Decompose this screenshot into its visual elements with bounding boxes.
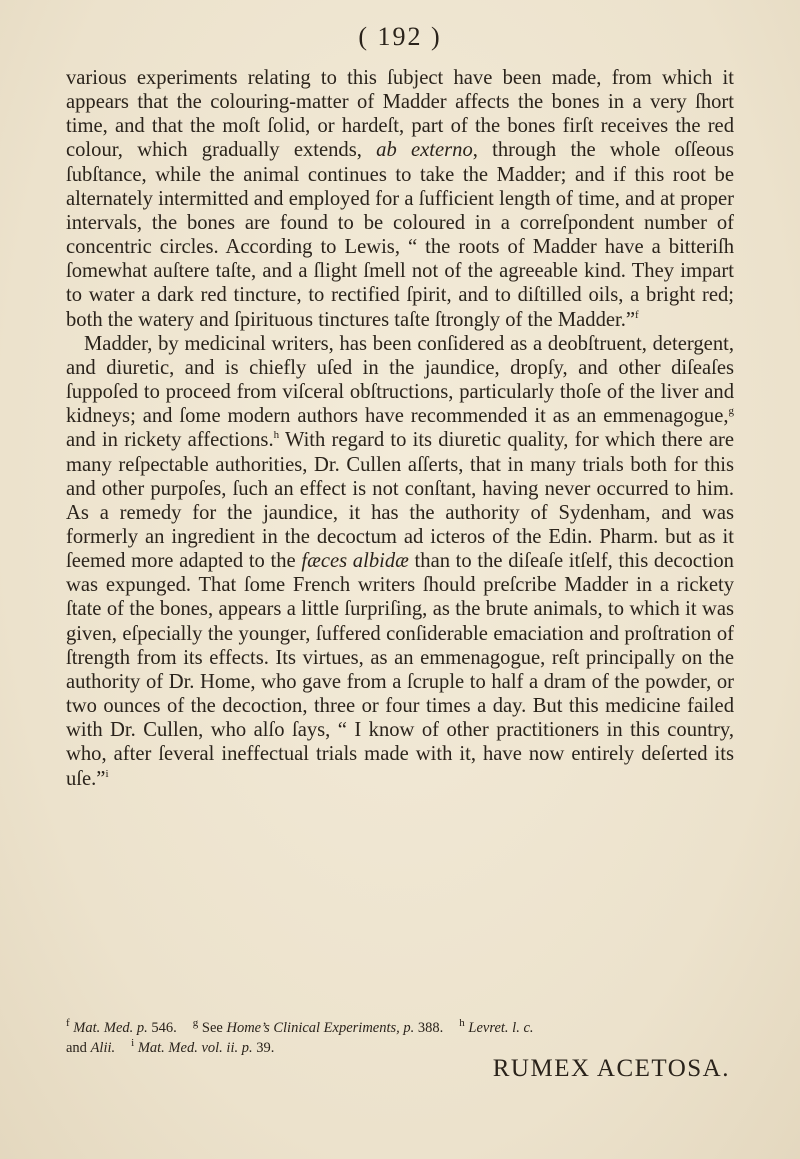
footnote-marker: f [66,1017,70,1030]
page-number: ( 192 ) [358,22,442,51]
paragraph [66,332,734,791]
footnote-marker: g [728,405,734,418]
main-text [66,66,734,791]
text-run: and in rickety affections. [66,429,274,452]
footnote-marker: h [273,429,280,442]
italic-text: Alii. [90,1040,116,1056]
footnote-marker: f [635,308,639,321]
italic-text: Home’s Clinical Experiments, p. [226,1020,415,1036]
text-run: Madder, by medicinal writers, has been conſidered as a deobſtruent, detergent, and diuretic, and is chiefly uſed in the jaundice, dropſy, and other diſeaſes ſuppoſed to proceed from viſceral obſtructions, particularly thoſe of the liver and kidneys; and ſome modern authors have recommended it as an emmenagogue, [66,332,734,428]
text-run: 39. [252,1040,275,1056]
text-run: 388. [414,1020,444,1036]
paragraph [66,66,734,332]
italic-text: Mat. Med. p. [69,1020,148,1036]
italic-text: fæces albidæ [301,550,409,573]
catchword: RUMEX ACETOSA. [492,1055,730,1082]
footnote-marker: i [131,1037,135,1050]
footnote-marker: g [192,1017,199,1030]
italic-text: Mat. Med. vol. ii. p. [134,1040,253,1056]
italic-text: Levret. l. c. [464,1020,534,1036]
text-run: With regard to its diuretic quality, for which there are many reſpectable authorities, Dr. Cullen aſſerts, that in many trials both for this and other purpoſes, ſuch an effect is not conſtant, having never occurred to him. As a remedy for the jaundice, it has the authority of Sydenham, and was formerly an ingredient in the decoctum ad icteros of the Edin. Pharm. but as it ſeemed more adapted to the [66,429,734,573]
footnotes [66,1018,734,1058]
text-run: See [198,1020,227,1036]
footnote-marker: i [105,767,109,780]
italic-text: ab externo [376,139,473,162]
text-run: and [66,1040,91,1056]
text-run: 546. [147,1020,177,1036]
footnote-marker: h [459,1017,465,1030]
text-run: various experiments relating to this ſubject have been made, from which it appears that the colouring-matter of Madder affects the bones in a very ſhort time, and that the moſt ſolid, or hardeſt, part of the bones firſt receives the red colour, which gradually extends, [66,67,734,162]
footnote-line [66,1018,734,1038]
text-run: , through the whole oſſeous ſubſtance, while the animal continues to take the Madder; and if this root be alternately intermitted and employed for a ſufficient length of time, and at proper intervals, the bones are found to be coloured in a correſpondent number of concentric circles. According to Lewis, “ the roots of Madder have a bitteriſh ſomewhat auſtere taſte, and a ſlight ſmell not of the agreeable kind. They impart to water a dark red tincture, to rectified ſpirit, and to diſtilled oils, a bright red; both the watery and ſpirituous tinctures taſte ſtrongly of the Madder.” [66,139,734,331]
text-run: than to the diſeaſe itſelf, this decoction was expunged. That ſome French writers ſhould preſcribe Madder in a rickety ſtate of the bones, appears a little ſurpriſing, as the brute animals, to which it was given, eſpecially the younger, ſuffered conſiderable emaciation and proſtration of ſtrength from its effects. Its virtues, as an emmenagogue, reſt principally on the authority of Dr. Home, who gave from a ſcruple to half a dram of the powder, or two ounces of the decoction, three or four times a day. But this medicine failed with Dr. Cullen, who alſo ſays, “ I know of other practitioners in this country, who, after ſeveral ineffectual trials made with it, have now entirely deſerted its uſe.” [66,550,734,790]
